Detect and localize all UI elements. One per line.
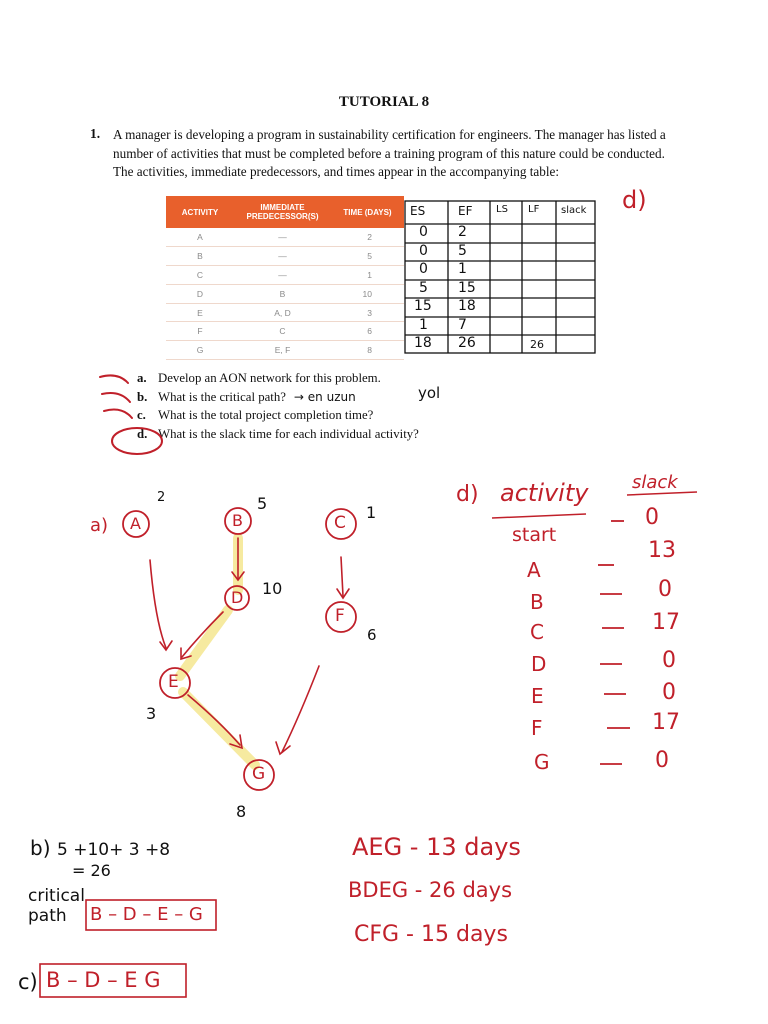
cell-predecessors: A, D	[234, 303, 331, 322]
grid-ef-cell: 26	[458, 335, 476, 351]
slack-row-value: 0	[658, 577, 672, 602]
node-f-time: 6	[367, 626, 377, 644]
slack-row-value: 0	[662, 648, 676, 673]
grid-es-cell: 0	[419, 224, 428, 240]
grid-es-cell: 0	[419, 243, 428, 259]
cell-time: 10	[331, 284, 404, 303]
answer-b-critical: critical	[28, 886, 85, 906]
slack-row-activity: A	[527, 558, 541, 582]
cell-activity: B	[166, 246, 234, 265]
arrow-a-e	[150, 560, 166, 648]
grid-es-cell: 18	[414, 335, 432, 351]
grid-header-ef: EF	[458, 204, 473, 218]
path-cfg: CFG - 15 days	[354, 922, 508, 947]
arrow-c-f	[341, 557, 343, 596]
answer-b-sum: 5 +10+ 3 +8	[57, 840, 171, 860]
cell-time: 8	[331, 341, 404, 360]
check-mark-b	[102, 393, 130, 402]
network-arrows	[150, 538, 349, 754]
answer-b-label: b)	[30, 836, 51, 860]
node-c-time: 1	[366, 503, 377, 522]
part-d-label: d.	[137, 426, 148, 441]
grid-es-cell: 1	[419, 317, 428, 333]
slack-row-activity: E	[531, 684, 544, 708]
node-d-label: D	[231, 588, 244, 607]
answer-c-label: c)	[18, 970, 38, 994]
grid-es-cell: 5	[419, 280, 428, 296]
node-a-label: A	[130, 514, 141, 533]
part-c-label: c.	[137, 408, 146, 422]
cell-time: 5	[331, 246, 404, 265]
cell-time: 3	[331, 303, 404, 322]
check-mark-c	[104, 410, 132, 418]
slack-row-activity: F	[531, 716, 543, 740]
cell-activity: A	[166, 228, 234, 246]
circle-mark-d	[112, 428, 162, 454]
cell-activity: G	[166, 341, 234, 360]
grid-ef-cell: 2	[458, 224, 467, 240]
grid-ef-cell: 5	[458, 243, 467, 259]
slack-list-label: d)	[456, 482, 479, 507]
node-g-time: 8	[236, 802, 247, 821]
node-b-label: B	[232, 511, 243, 530]
part-b-label: b.	[137, 389, 148, 404]
question-number: 1.	[90, 126, 101, 141]
cell-predecessors: —	[234, 228, 331, 246]
network-label: a)	[90, 515, 109, 536]
arrow-f-g	[282, 666, 319, 752]
grid-es-cell: 0	[419, 261, 428, 277]
part-c-text: What is the total project completion time?	[158, 408, 374, 422]
slack-row-value: 13	[648, 538, 676, 563]
node-d-time: 10	[262, 579, 283, 598]
part-b-text: What is the critical path?	[158, 389, 286, 404]
col-activity: ACTIVITY	[166, 196, 234, 228]
answer-b-result: = 26	[72, 861, 111, 880]
cell-predecessors: —	[234, 265, 331, 284]
grid-header-es: ES	[410, 204, 426, 218]
grid-header-lf: LF	[528, 204, 540, 215]
grid-ef-cell: 15	[458, 280, 476, 296]
cell-predecessors: E, F	[234, 341, 331, 360]
slack-row-value: 0	[655, 748, 669, 773]
part-a-text: Develop an AON network for this problem.	[158, 371, 381, 385]
slack-row-activity: start	[512, 524, 557, 546]
cell-predecessors: —	[234, 246, 331, 265]
grid-ef-cell: 18	[458, 298, 476, 314]
grid-header-slack: slack	[561, 205, 587, 216]
cell-time: 1	[331, 265, 404, 284]
slack-row-value: 17	[652, 710, 680, 735]
grid-header-ls: LS	[496, 204, 508, 215]
node-e-label: E	[168, 672, 179, 692]
cell-activity: E	[166, 303, 234, 322]
node-f-label: F	[335, 606, 345, 626]
grid-ef-cell: 7	[458, 317, 467, 333]
node-g-label: G	[252, 764, 266, 784]
path-bdeg: BDEG - 26 days	[348, 878, 513, 902]
question-text: A manager is developing a program in sustainability certification for engineers. The manager has listed a number of activities that must be completed before a training program of this nature could be conducted. The activities, immediate predecessors, and times appear in the accompanying table:	[113, 127, 666, 179]
cell-activity: C	[166, 265, 234, 284]
d-mark: d)	[622, 186, 647, 214]
cell-time: 6	[331, 322, 404, 341]
cell-predecessors: B	[234, 284, 331, 303]
check-marks	[100, 375, 162, 454]
slack-dashes	[598, 521, 630, 764]
slack-row-activity: G	[534, 750, 550, 774]
slack-row-activity: C	[530, 620, 544, 644]
grid-es-cell: 15	[414, 298, 432, 314]
part-a-label: a.	[137, 371, 147, 385]
answer-b-path-word: path	[28, 906, 67, 926]
path-aeg: AEG - 13 days	[352, 833, 521, 861]
answer-b-path: B – D – E – G	[90, 904, 203, 925]
slack-col-activity: activity	[500, 479, 589, 507]
col-predecessors: IMMEDIATE PREDECESSOR(S)	[234, 196, 331, 228]
slack-row-activity: D	[531, 652, 547, 676]
check-mark-a	[100, 375, 128, 383]
answer-c-path: B – D – E G	[46, 968, 161, 992]
part-d-text: What is the slack time for each individual activity?	[158, 426, 419, 441]
slack-row-value: 17	[652, 610, 680, 635]
col-time: TIME (DAYS)	[331, 196, 404, 228]
page-title: TUTORIAL 8	[338, 94, 430, 110]
node-a-time: 2	[157, 490, 166, 505]
part-b-note2: yol	[418, 384, 441, 402]
node-e-time: 3	[146, 704, 157, 723]
node-c-label: C	[334, 513, 346, 533]
activity-underline	[492, 514, 586, 518]
cell-predecessors: C	[234, 322, 331, 341]
part-b-note: → en uzun	[293, 389, 356, 404]
node-b-time: 5	[257, 494, 268, 513]
cell-time: 2	[331, 228, 404, 246]
cell-activity: F	[166, 322, 234, 341]
slack-row-value: 0	[645, 505, 659, 530]
slack-row-activity: B	[530, 590, 544, 614]
slack-col-slack: slack	[632, 472, 678, 493]
cell-activity: D	[166, 284, 234, 303]
grid-ef-cell: 1	[458, 261, 467, 277]
slack-row-value: 0	[662, 680, 676, 705]
grid-lf-g: 26	[530, 338, 544, 351]
